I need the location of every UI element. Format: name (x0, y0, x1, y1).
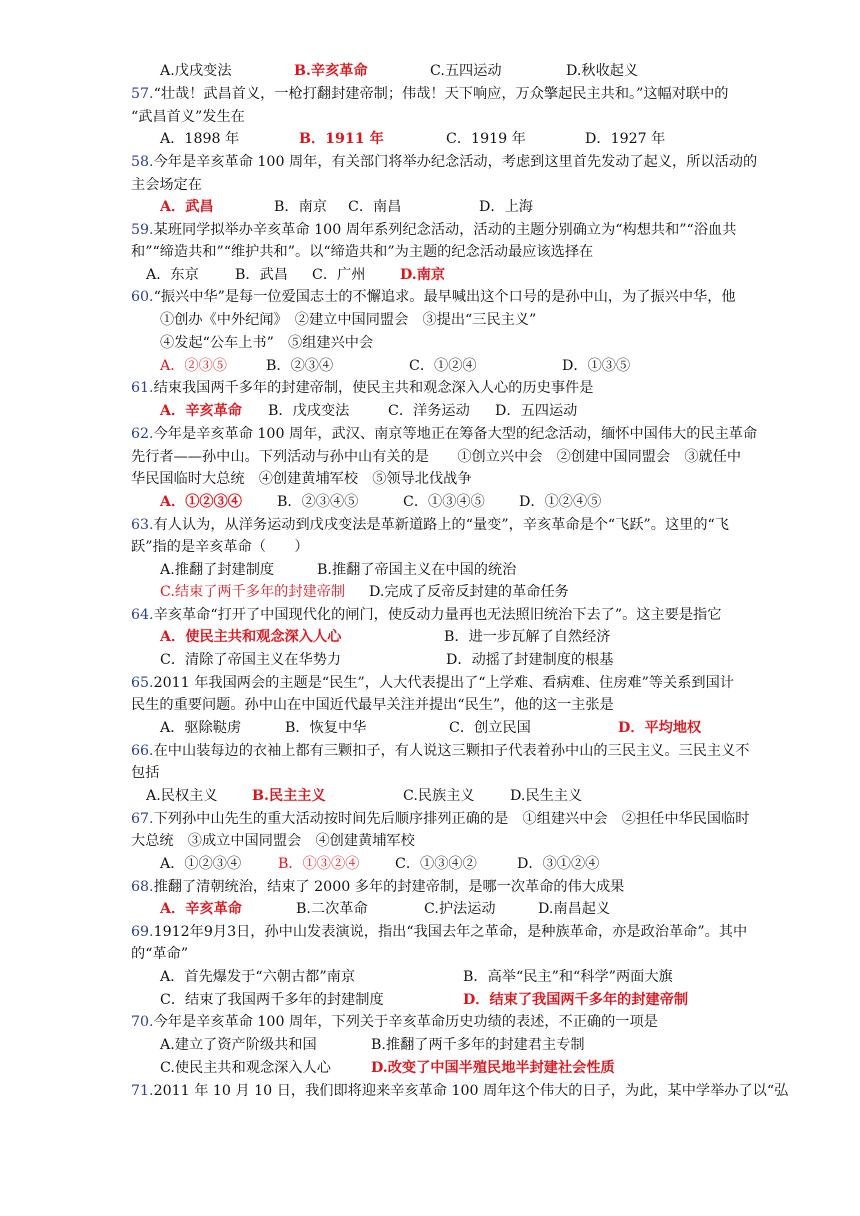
option: D．五四运动 (495, 403, 578, 419)
option: C．洋务运动 (388, 403, 470, 419)
line-text: “壮哉！武昌首义，一枪打翻封建帝制；伟哉！天下响应，万众擎起民主共和。”这幅对联中的 (153, 86, 729, 102)
line-text: 辛亥革命“打开了中国现代化的闸门，使反动力量再也无法照旧统治下去了”。这主要是指它 (153, 607, 722, 623)
question-line (131, 151, 757, 173)
option: D．①②④⑤ (519, 494, 602, 510)
option: C．南昌 (348, 199, 402, 215)
text-line (131, 694, 614, 716)
question-line (131, 921, 747, 943)
line-text: “振兴中华”是每一位爱国志士的不懈追求。最早喊出这个口号的是孙中山，为了振兴中华，他 (153, 289, 736, 305)
question-line (131, 876, 624, 898)
option: A．首先爆发于“六朝古都”南京 (160, 969, 356, 985)
answer-option: B.辛亥革命 (294, 63, 368, 79)
option: D.民生主义 (510, 788, 583, 804)
option: A.推翻了封建制度 (160, 562, 275, 578)
text-line (131, 943, 188, 965)
question-number: 64. (131, 607, 154, 623)
answer-option: B．1911 年 (299, 131, 384, 147)
option: D．③①②④ (517, 856, 600, 872)
option: D.南昌起义 (538, 901, 611, 917)
answer-option: A．②③⑤ (160, 358, 227, 374)
line-text: 的“革命” (131, 946, 189, 962)
answer-option: C.结束了两千多年的封建帝制 (160, 584, 346, 600)
text-line (131, 106, 245, 128)
option: B．南京 (274, 199, 327, 215)
option: C．广州 (312, 267, 366, 283)
question-number: 67. (131, 811, 154, 827)
option: C．结束了我国两千多年的封建制度 (160, 992, 384, 1008)
option: B．恢复中华 (285, 720, 367, 736)
text-line (131, 241, 593, 263)
line-text: 2011 年我国两会的主题是“民生”，人大代表提出了“上学难、看病难、住房难”等关系到国计 (153, 675, 734, 691)
option: C．①②④ (409, 358, 477, 374)
question-line (131, 808, 749, 830)
option: B．戊戌变法 (268, 403, 350, 419)
line-text: ①创办《中外纪闻》 ②建立中国同盟会 ③提出“三民主义” (160, 312, 537, 328)
line-text: 和”“缔造共和”“维护共和”。以“缔造共和”为主题的纪念活动最应该选择在 (131, 244, 594, 260)
question-line (131, 423, 757, 445)
question-line (131, 740, 749, 762)
line-text: 先行者——孙中山。下列活动与孙中山有关的是 ①创立兴中会 ②创建中国同盟会 ③就任中 (131, 449, 742, 465)
line-text: 跃”指的是辛亥革命（ ） (131, 539, 309, 555)
option: D．①③⑤ (562, 358, 631, 374)
question-line (131, 672, 734, 694)
question-number: 57. (131, 86, 154, 102)
line-text: 今年是辛亥革命 100 周年，有关部门将举办纪念活动，考虑到这里首先发动了起义，所以活动的 (153, 154, 758, 170)
option: B.推翻了两千多年的封建君主专制 (371, 1037, 585, 1053)
answer-option: D.南京 (400, 267, 446, 283)
option: D．上海 (479, 199, 533, 215)
question-number: 60. (131, 289, 154, 305)
line-text: 结束我国两千多年的封建帝制，使民主共和观念深入人心的历史事件是 (153, 380, 594, 396)
question-number: 58. (131, 154, 154, 170)
text-line (131, 446, 741, 468)
option: D.秋收起义 (566, 63, 639, 79)
option: C．创立民国 (449, 720, 531, 736)
option: C.民族主义 (403, 788, 475, 804)
option: C.使民主共和观念深入人心 (160, 1060, 331, 1076)
option: C.五四运动 (430, 63, 502, 79)
option: A．驱除鞑虏 (160, 720, 242, 736)
option: B．武昌 (235, 267, 288, 283)
option: B.二次革命 (296, 901, 368, 917)
question-number: 59. (131, 222, 154, 238)
answer-option: D．平均地权 (618, 720, 702, 736)
option: C．1919 年 (446, 131, 526, 147)
line-text: 有人认为，从洋务运动到戊戌变法是革新道路上的“量变”，辛亥革命是个“飞跃”。这里的“飞 (153, 517, 729, 533)
line-text: ④发起“公车上书” ⑤组建兴中会 (160, 335, 374, 351)
option: C.护法运动 (424, 901, 496, 917)
option: B．进一步瓦解了自然经济 (444, 629, 611, 645)
option: D．1927 年 (585, 131, 666, 147)
line-text: 主会场定在 (131, 177, 202, 193)
question-number: 62. (131, 426, 154, 442)
question-line (131, 219, 736, 241)
answer-option: A．辛亥革命 (160, 901, 242, 917)
question-number: 63. (131, 517, 154, 533)
line-text: 华民国临时大总统 ④创建黄埔军校 ⑤领导北伐战争 (131, 471, 472, 487)
option: D．动摇了封建制度的根基 (446, 652, 614, 668)
question-number: 71. (131, 1083, 154, 1099)
question-line (131, 1011, 658, 1033)
option: C．清除了帝国主义在华势力 (160, 652, 342, 668)
question-line (131, 514, 729, 536)
question-number: 69. (131, 924, 154, 940)
line-text: 今年是辛亥革命 100 周年，武汉、南京等地正在筹备大型的纪念活动，缅怀中国伟大的民主革命 (153, 426, 758, 442)
question-line (131, 1080, 788, 1102)
text-line (131, 536, 309, 558)
option: B.推翻了帝国主义在中国的统治 (317, 562, 517, 578)
line-text: 推翻了清朝统治，结束了 2000 多年的封建帝制，是哪一次革命的伟大成果 (153, 879, 625, 895)
option: A.建立了资产阶级共和国 (160, 1037, 317, 1053)
text-line (160, 332, 373, 354)
line-text: 在中山装每边的衣袖上都有三颗扣子，有人说这三颗扣子代表着孙中山的三民主义。三民主义不 (153, 743, 750, 759)
question-line (131, 604, 721, 626)
answer-option: D.改变了中国半殖民地半封建社会性质 (371, 1060, 615, 1076)
text-line (131, 830, 415, 852)
answer-option: A．使民主共和观念深入人心 (160, 629, 342, 645)
answer-option: A．辛亥革命 (160, 403, 242, 419)
line-text: 大总统 ③成立中国同盟会 ④创建黄埔军校 (131, 833, 415, 849)
question-line (131, 83, 729, 105)
option: A.民权主义 (146, 788, 218, 804)
option: A.戊戌变法 (160, 63, 232, 79)
option: B．②③④ (266, 358, 334, 374)
question-number: 70. (131, 1014, 154, 1030)
line-text: “武昌首义”发生在 (131, 109, 245, 125)
answer-option: B．①③②④ (278, 856, 360, 872)
option: C．①③④② (395, 856, 477, 872)
question-line (131, 377, 593, 399)
option: A．1898 年 (160, 131, 240, 147)
answer-option: A．武昌 (160, 199, 214, 215)
text-line (131, 468, 472, 490)
line-text: 今年是辛亥革命 100 周年，下列关于辛亥革命历史功绩的表述，不正确的一项是 (153, 1014, 658, 1030)
text-line (131, 762, 159, 784)
option: A．①②③④ (160, 856, 242, 872)
question-line (131, 286, 736, 308)
text-line (131, 174, 202, 196)
line-text: 1912年9月3日，孙中山发表演说，指出“我国去年之革命，是种族革命，亦是政治革命”。其中 (153, 924, 748, 940)
line-text: 包括 (131, 765, 160, 781)
text-line (160, 309, 536, 331)
line-text: 民生的重要问题。孙中山在中国近代最早关注并提出“民生”，他的这一主张是 (131, 697, 614, 713)
line-text: 下列孙中山先生的重大活动按时间先后顺序排列正确的是 ①组建兴中会 ②担任中华民国临时 (153, 811, 750, 827)
option: B．②③④⑤ (277, 494, 359, 510)
answer-option: B.民主主义 (252, 788, 326, 804)
answer-option: D．结束了我国两千多年的封建帝制 (463, 992, 689, 1008)
question-number: 65. (131, 675, 154, 691)
answer-option: A．①②③④ (160, 494, 242, 510)
question-number: 61. (131, 380, 154, 396)
question-number: 66. (131, 743, 154, 759)
question-number: 68. (131, 879, 154, 895)
line-text: 2011 年 10 月 10 日，我们即将迎来辛亥革命 100 周年这个伟大的日子，为此，某中学举办了以“弘 (153, 1083, 789, 1099)
option: A．东京 (146, 267, 199, 283)
option: C．①③④⑤ (403, 494, 485, 510)
option: D.完成了反帝反封建的革命任务 (369, 584, 569, 600)
line-text: 某班同学拟举办辛亥革命 100 周年系列纪念活动，活动的主题分别确立为“构想共和”“浴血共 (153, 222, 737, 238)
option: B．高举“民主”和“科学”两面大旗 (463, 969, 673, 985)
